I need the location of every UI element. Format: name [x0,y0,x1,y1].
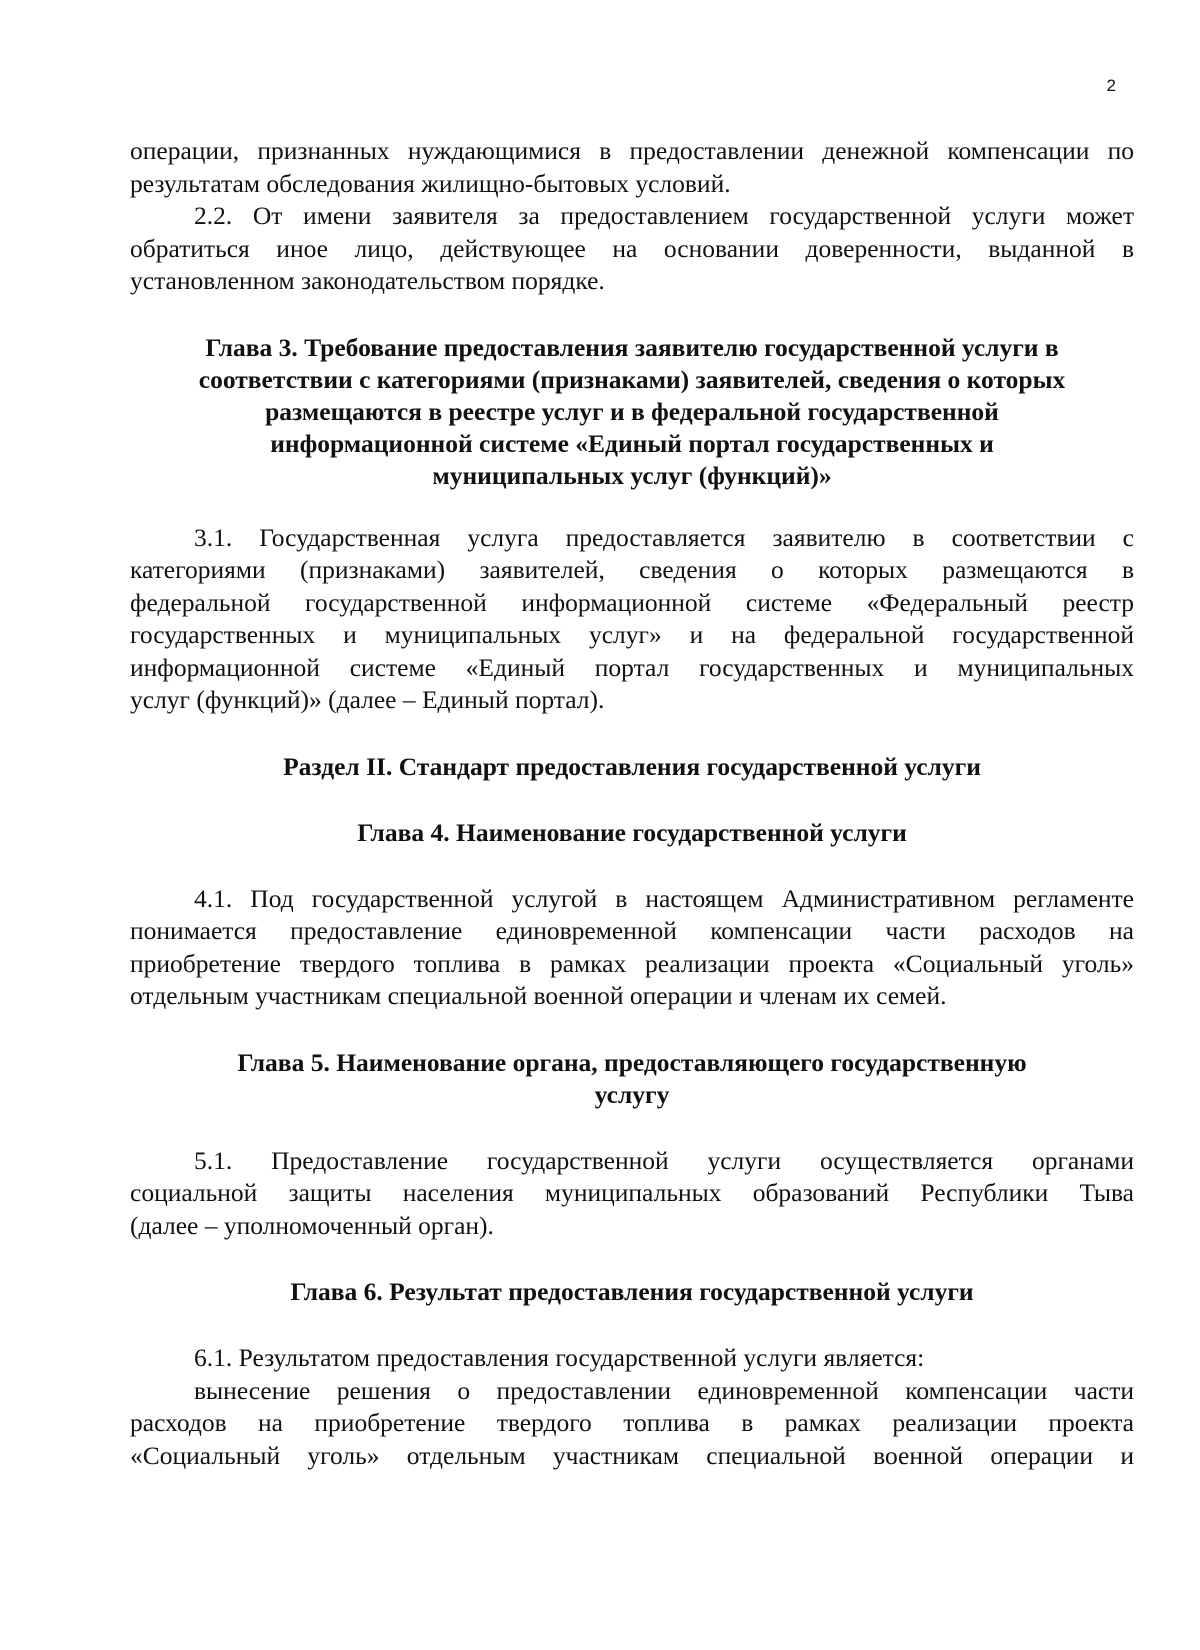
heading-line: Раздел II. Стандарт предоставления государственной услуги [283,751,981,781]
text-line: 3.1. Государственная услуга предоставляется заявителю в соответствии с [194,522,1134,552]
text-line: понимается предоставление единовременной компенсации части расходов на [130,916,1134,945]
document-body [130,135,1134,1472]
chapter-4-heading [130,817,1134,849]
text-line: социальной защиты населения муниципальных образований Республики Тыва [130,1178,1134,1207]
text-line: операции, признанных нуждающимися в предоставлении денежной компенсации по [130,136,1134,165]
text-line: расходов на приобретение твердого топлива в рамках реализации проекта [130,1408,1134,1437]
chapter-6-heading [130,1276,1134,1308]
chapter-3-heading [130,332,1134,492]
heading-line: Глава 6. Результат предоставления государственной услуги [290,1277,974,1306]
text-line: обратиться иное лицо, действующее на основании доверенности, выданной в [130,233,1134,263]
text-line: отдельным участникам специальной военной операции и членам их семей. [130,981,947,1010]
text-line: 4.1. Под государственной услугой в настоящем Административном регламенте [194,883,1134,913]
text-line: информационной системе «Единый портал государственных и муниципальных [130,652,1134,682]
page-number: 2 [1106,76,1116,95]
paragraph-4-1 [130,883,1134,1013]
text-line: 2.2. От имени заявителя за предоставлением государственной услуги может [194,201,1134,230]
text-line: установленном законодательством порядке. [130,266,605,295]
text-line: приобретение твердого топлива в рамках реализации проекта «Социальный уголь» [130,948,1134,978]
heading-line: Глава 5. Наименование органа, предоставляющего государственную [237,1047,1027,1077]
paragraph-2-2 [130,200,1134,298]
text-line: «Социальный уголь» отдельным участникам специальной военной операции и [130,1440,1134,1470]
chapter-5-heading [130,1047,1134,1111]
paragraph-5-1 [130,1145,1134,1243]
heading-line: Глава 3. Требование предоставления заявителю государственной услуги в [205,332,1059,362]
heading-line: информационной системе «Единый портал государственных и [270,428,994,458]
heading-line: соответствии с категориями (признаками) заявителей, сведения о которых [198,364,1066,394]
heading-line: размещаются в реестре услуг и в федеральной государственной [265,396,999,426]
heading-line: услугу [594,1079,670,1109]
text-line: 6.1. Результатом предоставления государственной услуги является: [194,1343,925,1372]
text-line: услуг (функций)» (далее – Единый портал). [130,685,605,714]
text-line: федеральной государственной информационной системе «Федеральный реестр [130,587,1134,617]
text-line: (далее – уполномоченный орган). [130,1210,494,1240]
text-line: 5.1. Предоставление государственной услуги осуществляется органами [194,1145,1134,1175]
paragraph-continuation [130,135,1134,200]
text-line: государственных и муниципальных услуг» и на федеральной государственной [130,620,1134,649]
text-line: вынесение решения о предоставлении единовременной компенсации части [194,1375,1134,1405]
heading-line: Глава 4. Наименование государственной услуги [357,817,907,847]
heading-line: муниципальных услуг (функций)» [432,460,832,490]
paragraph-6-1-item [130,1375,1134,1473]
paragraph-3-1 [130,522,1134,717]
paragraph-6-1 [130,1342,1134,1375]
text-line: результатам обследования жилищно-бытовых условий. [130,168,731,198]
text-line: категориями (признаками) заявителей, сведения о которых размещаются в [130,555,1134,584]
section-2-heading [130,751,1134,783]
